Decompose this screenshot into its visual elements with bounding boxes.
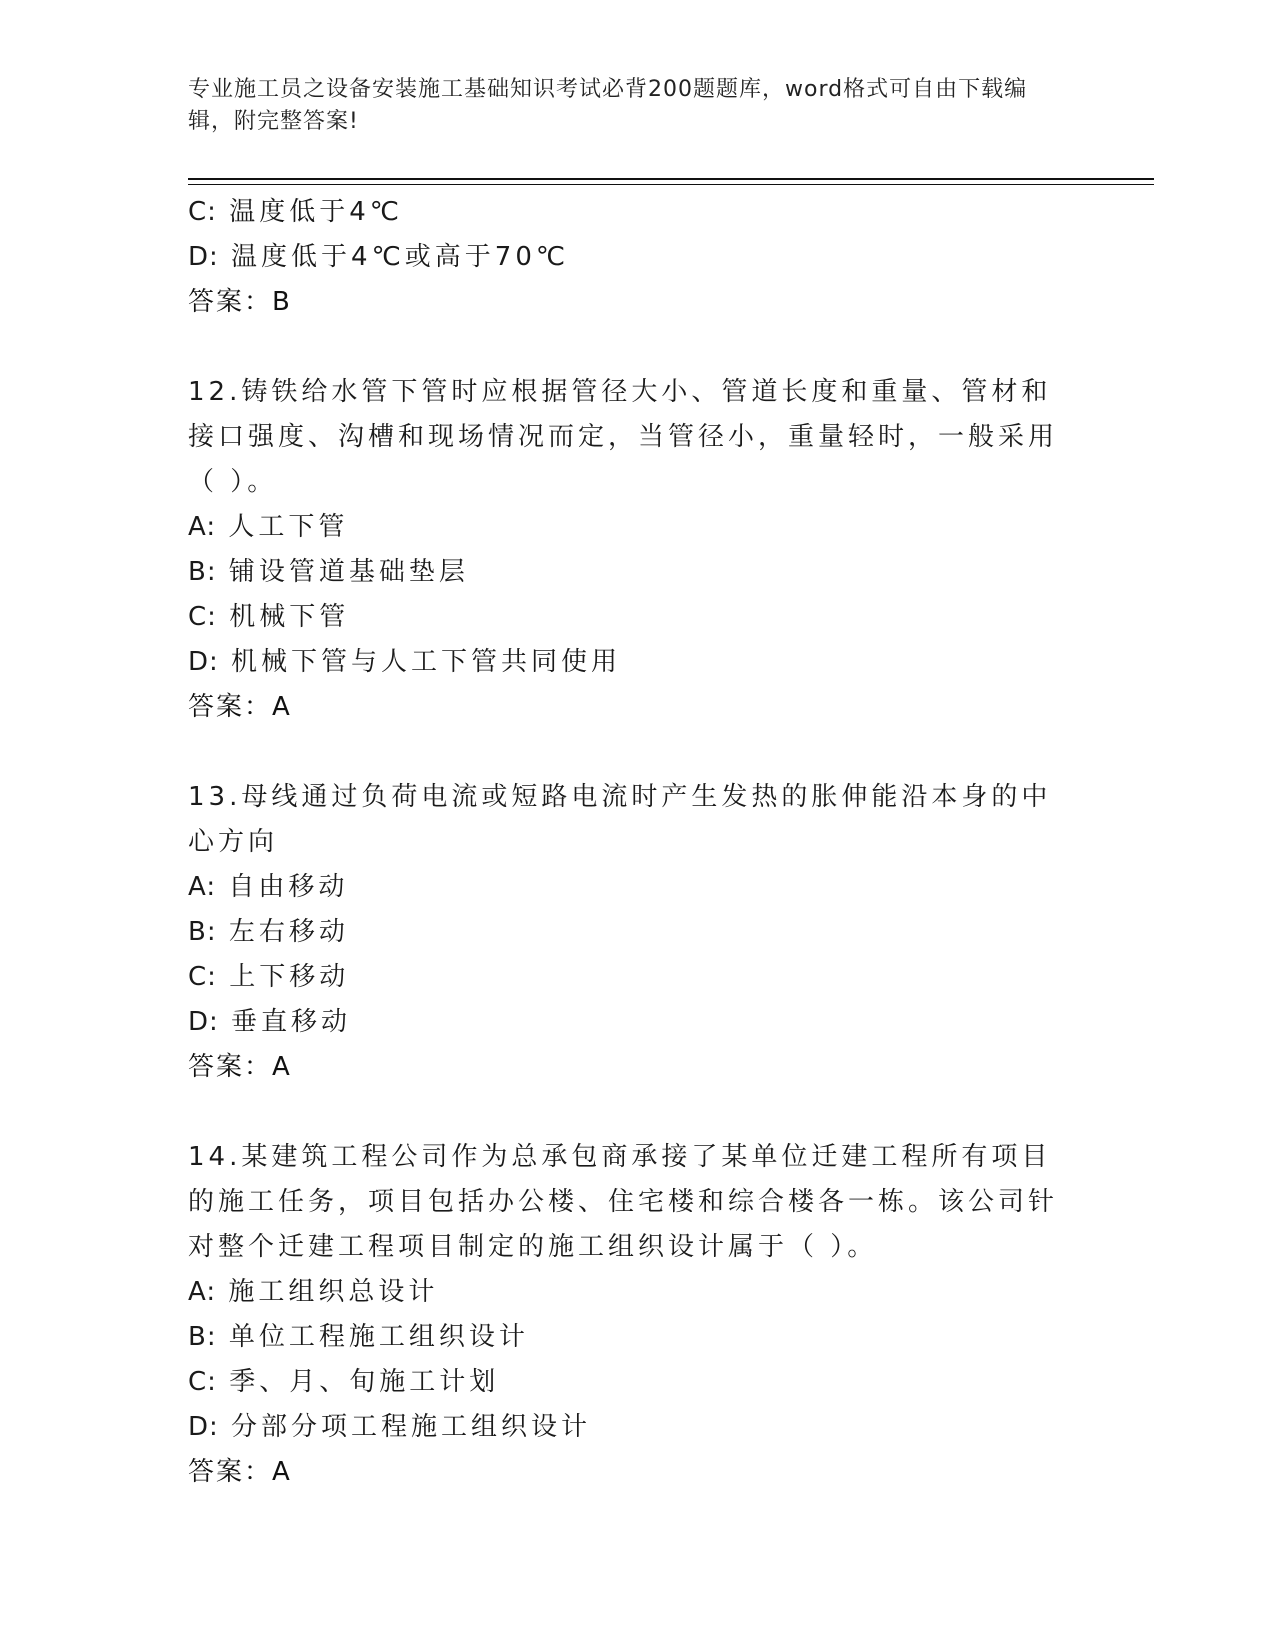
option-text: 机械下管 — [229, 602, 350, 632]
option-row — [188, 1270, 1088, 1315]
option-key: A: — [188, 1277, 217, 1307]
option-text: 温度低于4℃或高于70℃ — [231, 242, 570, 272]
option-key: C: — [188, 602, 217, 632]
option-text: 温度低于4℃ — [229, 197, 403, 227]
option-text: 上下移动 — [229, 962, 350, 992]
option-text: 垂直移动 — [231, 1007, 352, 1037]
option-text: 施工组织总设计 — [228, 1277, 439, 1307]
option-row — [188, 1360, 1088, 1405]
question-stem: 12.铸铁给水管下管时应根据管径大小、管道长度和重量、管材和接口强度、沟槽和现场情况而定，当管径小，重量轻时，一般采用（ ）。 — [188, 377, 1059, 497]
option-row — [188, 190, 1088, 235]
option-row — [188, 505, 1088, 550]
spacer — [188, 730, 1088, 775]
option-key: B: — [188, 1322, 217, 1352]
option-text: 左右移动 — [228, 917, 349, 947]
option-key: D: — [188, 647, 219, 677]
option-row — [188, 595, 1088, 640]
header-divider-thick — [188, 178, 1154, 180]
option-row — [188, 550, 1088, 595]
carryover-block — [188, 190, 1088, 325]
question-block-12 — [188, 370, 1088, 730]
option-key: A: — [188, 512, 217, 542]
answer-line: 答案：A — [188, 1457, 292, 1487]
question-list — [188, 190, 1088, 1495]
answer-line: 答案：A — [188, 1052, 292, 1082]
answer-line: 答案：B — [188, 287, 292, 317]
option-text: 自由移动 — [228, 872, 349, 902]
option-key: C: — [188, 1367, 217, 1397]
question-stem: 14.某建筑工程公司作为总承包商承接了某单位迁建工程所有项目的施工任务，项目包括办公楼、住宅楼和综合楼各一栋。该公司针对整个迁建工程项目制定的施工组织设计属于（ ）。 — [188, 1142, 1059, 1262]
option-text: 单位工程施工组织设计 — [228, 1322, 529, 1352]
spacer — [188, 325, 1088, 370]
option-key: B: — [188, 917, 217, 947]
option-key: D: — [188, 242, 219, 272]
option-row — [188, 865, 1088, 910]
question-stem: 13.母线通过负荷电流或短路电流时产生发热的胀伸能沿本身的中心方向 — [188, 782, 1052, 857]
page-header-title: 专业施工员之设备安装施工基础知识考试必背200题题库，word格式可自由下载编辑，附完整答案! — [188, 77, 1028, 134]
header-divider-thin — [188, 184, 1154, 185]
option-key: C: — [188, 962, 217, 992]
option-key: D: — [188, 1412, 219, 1442]
option-row — [188, 640, 1088, 685]
option-row — [188, 1315, 1088, 1360]
option-text: 铺设管道基础垫层 — [228, 557, 469, 587]
option-key: B: — [188, 557, 217, 587]
option-text: 季、月、旬施工计划 — [229, 1367, 500, 1397]
question-block-14 — [188, 1135, 1088, 1495]
option-text: 人工下管 — [228, 512, 349, 542]
option-row — [188, 955, 1088, 1000]
option-text: 机械下管与人工下管共同使用 — [231, 647, 622, 677]
option-row — [188, 910, 1088, 955]
option-text: 分部分项工程施工组织设计 — [231, 1412, 592, 1442]
option-row — [188, 1405, 1088, 1450]
spacer — [188, 1090, 1088, 1135]
option-row — [188, 1000, 1088, 1045]
option-row — [188, 235, 1088, 280]
option-key: C: — [188, 197, 217, 227]
option-key: D: — [188, 1007, 219, 1037]
answer-line: 答案：A — [188, 692, 292, 722]
question-block-13 — [188, 775, 1088, 1090]
option-key: A: — [188, 872, 217, 902]
